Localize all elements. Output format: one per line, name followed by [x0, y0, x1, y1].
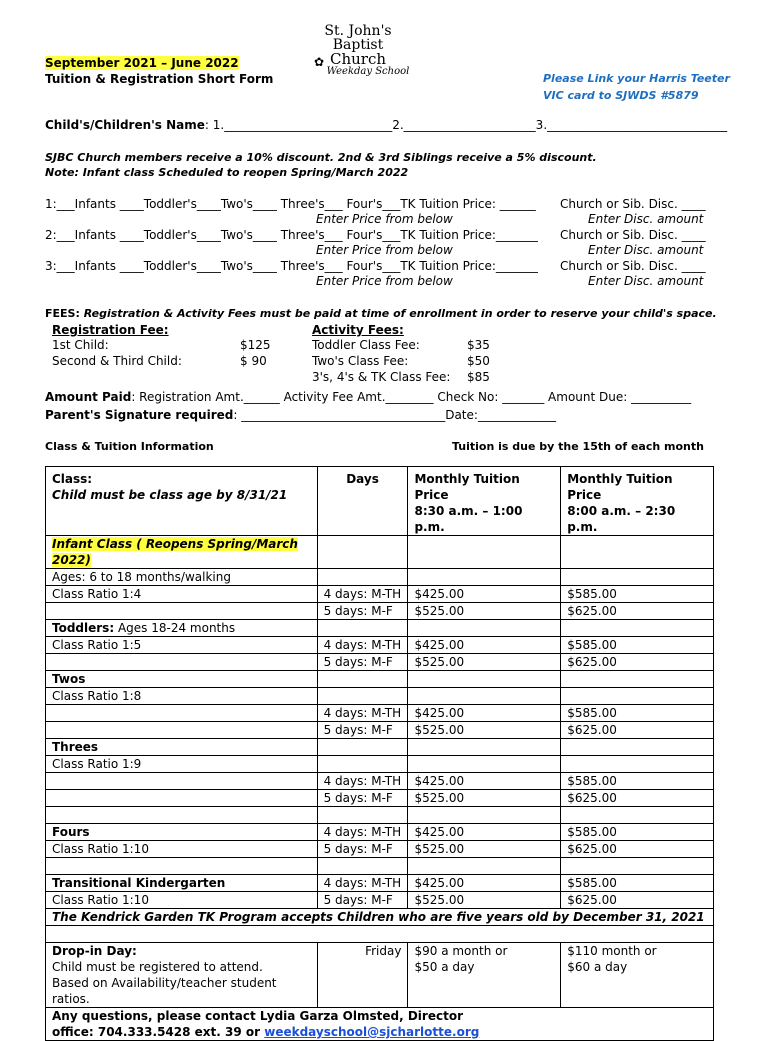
pm-price-4: $585.00 [561, 637, 714, 654]
form-title: Tuition & Registration Short Form [45, 72, 274, 86]
act-item-price-2: $50 [467, 354, 490, 368]
days-5: 5 days: M-F [317, 722, 408, 739]
pm-price-4: $585.00 [561, 586, 714, 603]
table-row [46, 637, 714, 654]
children-name-row [45, 118, 727, 132]
logo-line4: Weekday School [326, 66, 410, 77]
days-5: 5 days: M-F [317, 790, 408, 807]
logo-line3: ✿ Church [314, 50, 387, 69]
table-row [46, 722, 714, 739]
infant-title: Infant Class ( Reopens Spring/March 2022) [52, 537, 298, 567]
dropin-am-line2: $50 a day [414, 960, 475, 974]
reg-item-price-2: $ 90 [240, 354, 267, 368]
pm-price-5: $625.00 [561, 603, 714, 620]
act-item-label-2: Two's Class Fee: [312, 354, 409, 368]
table-row [46, 892, 714, 909]
table-row [46, 875, 714, 892]
table-row [46, 926, 714, 943]
table-row [46, 671, 714, 688]
enroll-row-1[interactable]: 1:___Infants ____Toddler's____Two's____ Three's___ Four's___TK Tuition Price: ______ [45, 197, 536, 211]
header-am-price: Monthly Tuition Price [414, 472, 520, 502]
dropin-line1: Child must be registered to attend. [52, 960, 263, 974]
days-4: 4 days: M-TH [317, 637, 408, 654]
infant-note: Note: Infant class Scheduled to reopen Spring/March 2022 [45, 166, 409, 179]
table-row [46, 773, 714, 790]
am-price-4: $425.00 [408, 875, 561, 892]
dove-icon: ✿ [314, 55, 325, 69]
tuition-due-note: Tuition is due by the 15th of each month [452, 440, 704, 453]
enroll-disc-2[interactable]: Church or Sib. Disc. ____ [560, 228, 706, 242]
am-price-5: $525.00 [408, 892, 561, 909]
hint-disc-2: Enter Disc. amount [588, 243, 704, 257]
am-price-4: $425.00 [408, 586, 561, 603]
table-row [46, 705, 714, 722]
hint-disc-3: Enter Disc. amount [588, 274, 704, 288]
am-price-4: $425.00 [408, 824, 561, 841]
table-row [46, 654, 714, 671]
am-price-5: $525.00 [408, 841, 561, 858]
hint-price-2: Enter Price from below [316, 243, 453, 257]
activity-fee-title: Activity Fees: [312, 323, 404, 337]
am-price-4: $425.00 [408, 637, 561, 654]
table-row [46, 603, 714, 620]
toddler-ratio: Class Ratio 1:5 [46, 637, 318, 654]
enroll-row-2[interactable]: 2:___Infants ____Toddler's____Two's____ Three's___ Four's___TK Tuition Price:_______ [45, 228, 538, 242]
enroll-row-3[interactable]: 3:___Infants ____Toddler's____Two's____ Three's___ Four's___TK Tuition Price:_______ [45, 259, 538, 273]
act-item-price-3: $85 [467, 370, 490, 384]
act-item-label-3: 3's, 4's & TK Class Fee: [312, 370, 451, 384]
fees-headline: FEES: Registration & Activity Fees must be paid at time of enrollment in order to reserve your child's space. [45, 307, 717, 320]
days-4: 4 days: M-TH [317, 586, 408, 603]
table-row [46, 688, 714, 705]
days-4: 4 days: M-TH [317, 875, 408, 892]
days-5: 5 days: M-F [317, 841, 408, 858]
enroll-disc-1[interactable]: Church or Sib. Disc. ____ [560, 197, 706, 211]
pm-price-5: $625.00 [561, 654, 714, 671]
table-row [46, 586, 714, 603]
reg-item-label-1: 1st Child: [52, 338, 109, 352]
am-price-5: $525.00 [408, 603, 561, 620]
table-row [46, 909, 714, 926]
header-am-time: 8:30 a.m. – 1:00 p.m. [414, 504, 523, 534]
am-price-4: $425.00 [408, 773, 561, 790]
days-5: 5 days: M-F [317, 892, 408, 909]
tuition-table [45, 466, 714, 1041]
fours-ratio: Class Ratio 1:10 [46, 841, 318, 858]
table-row [46, 858, 714, 875]
dropin-row [46, 943, 714, 1008]
table-row [46, 756, 714, 773]
table-row [46, 841, 714, 858]
amount-paid-row[interactable]: Amount Paid: Registration Amt.______ Activity Fee Amt.________ Check No: _______ Amount Due: __________ [45, 390, 692, 404]
dropin-day: Friday [317, 943, 408, 1008]
days-4: 4 days: M-TH [317, 705, 408, 722]
threes-ratio: Class Ratio 1:9 [46, 756, 318, 773]
children-name-fields[interactable]: : 1.____________________________2.______________________3.______________________________ [204, 118, 728, 132]
toddler-title: Toddlers: Ages 18-24 months [46, 620, 318, 637]
logo-line2: Baptist [332, 37, 384, 53]
threes-title: Threes [46, 739, 318, 756]
church-logo [300, 24, 416, 77]
table-header-row [46, 467, 714, 536]
pm-price-5: $625.00 [561, 790, 714, 807]
days-5: 5 days: M-F [317, 654, 408, 671]
pm-price-5: $625.00 [561, 722, 714, 739]
table-row [46, 620, 714, 637]
children-name-label: Child's/Children's Name [45, 118, 205, 132]
hint-price-3: Enter Price from below [316, 274, 453, 288]
pm-price-4: $585.00 [561, 875, 714, 892]
signature-row[interactable]: Parent's Signature required: __________________________________Date:_____________ [45, 408, 556, 422]
email-link[interactable]: weekdayschool@sjcharlotte.org [264, 1025, 480, 1039]
harris-teeter-line1: Please Link your Harris Teeter [543, 72, 730, 85]
am-price-5: $525.00 [408, 722, 561, 739]
dropin-line2: Based on Availability/teacher student ratios. [52, 976, 277, 1006]
enroll-disc-3[interactable]: Church or Sib. Disc. ____ [560, 259, 706, 273]
header-days: Days [317, 467, 408, 536]
hint-disc-1: Enter Disc. amount [588, 212, 704, 226]
infant-ages: Ages: 6 to 18 months/walking [46, 569, 318, 586]
act-item-label-1: Toddler Class Fee: [312, 338, 420, 352]
hint-price-1: Enter Price from below [316, 212, 453, 226]
table-row [46, 739, 714, 756]
logo-line1: St. John's [324, 23, 392, 39]
tk-title: Transitional Kindergarten [46, 875, 318, 892]
table-row [46, 536, 714, 569]
reg-item-price-1: $125 [240, 338, 271, 352]
twos-title: Twos [46, 671, 318, 688]
table-row [46, 790, 714, 807]
act-item-price-1: $35 [467, 338, 490, 352]
pm-price-5: $625.00 [561, 841, 714, 858]
twos-ratio: Class Ratio 1:8 [46, 688, 318, 705]
days-4: 4 days: M-TH [317, 824, 408, 841]
date-range: September 2021 – June 2022 [45, 56, 239, 70]
table-row [46, 824, 714, 841]
dropin-title: Drop-in Day: [52, 944, 137, 958]
pm-price-5: $625.00 [561, 892, 714, 909]
fours-title: Fours [46, 824, 318, 841]
contact-row [46, 1008, 714, 1041]
discount-line: SJBC Church members receive a 10% discount. 2nd & 3rd Siblings receive a 5% discount. [45, 151, 597, 164]
contact-line1: Any questions, please contact Lydia Garza Olmsted, Director [52, 1009, 463, 1023]
infant-ratio: Class Ratio 1:4 [46, 586, 318, 603]
tk-ratio: Class Ratio 1:10 [46, 892, 318, 909]
contact-line2: office: 704.333.5428 ext. 39 or weekdayschool@sjcharlotte.org [52, 1025, 480, 1039]
am-price-5: $525.00 [408, 654, 561, 671]
header-pm-time: 8:00 a.m. – 2:30 p.m. [567, 504, 676, 534]
header-class-age: Child must be class age by 8/31/21 [52, 488, 288, 502]
table-row [46, 807, 714, 824]
header-pm-price: Monthly Tuition Price [567, 472, 673, 502]
pm-price-4: $585.00 [561, 705, 714, 722]
days-4: 4 days: M-TH [317, 773, 408, 790]
class-tuition-info-title: Class & Tuition Information [45, 440, 214, 453]
am-price-5: $525.00 [408, 790, 561, 807]
dropin-pm-line1: $110 month or [567, 944, 657, 958]
days-5: 5 days: M-F [317, 603, 408, 620]
am-price-4: $425.00 [408, 705, 561, 722]
dropin-pm-line2: $60 a day [567, 960, 628, 974]
harris-teeter-line2: VIC card to SJWDS #5879 [543, 89, 699, 102]
table-row [46, 569, 714, 586]
registration-fee-title: Registration Fee: [52, 323, 169, 337]
kendrick-note: The Kendrick Garden TK Program accepts Children who are five years old by December 31, 2021 [46, 909, 714, 926]
reg-item-label-2: Second & Third Child: [52, 354, 182, 368]
pm-price-4: $585.00 [561, 773, 714, 790]
header-class: Class: [52, 472, 93, 486]
dropin-am-line1: $90 a month or [414, 944, 508, 958]
pm-price-4: $585.00 [561, 824, 714, 841]
